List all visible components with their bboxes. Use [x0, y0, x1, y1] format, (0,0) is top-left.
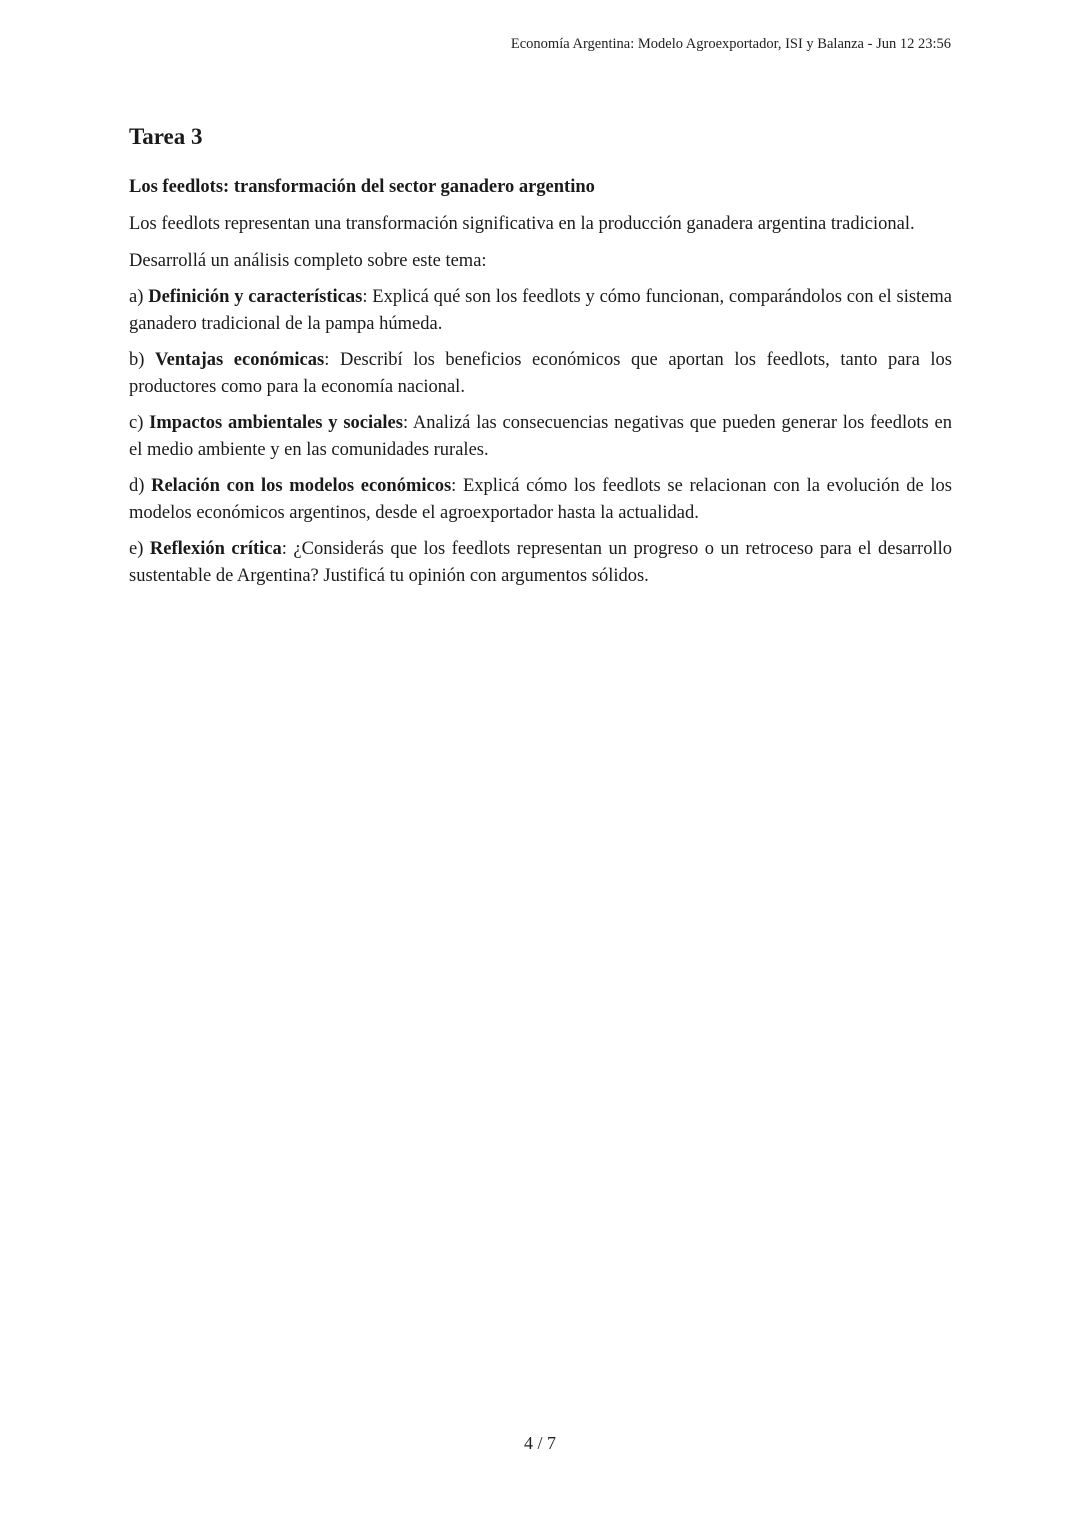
item-text: : Analizá las consecuencias negativas que pueden generar los feedlots en el medio ambiente y en las comunidades rurales. [129, 413, 952, 460]
running-header: Economía Argentina: Modelo Agroexportador, ISI y Balanza - Jun 12 23:56 [510, 36, 951, 52]
item-text: : Explicá cómo los feedlots se relacionan con la evolución de los modelos económicos argentinos, desde el agroexportador hasta la actualidad. [129, 476, 952, 523]
item-letter: e) [129, 539, 150, 559]
question-item-d [129, 473, 952, 526]
item-heading: Reflexión crítica [149, 539, 282, 559]
item-letter: d) [129, 476, 152, 496]
question-item-c [129, 410, 952, 463]
question-item-a [129, 284, 952, 337]
item-heading: Relación con los modelos económicos [151, 476, 452, 496]
item-heading: Impactos ambientales y sociales [149, 413, 403, 433]
question-item-b [129, 347, 952, 400]
item-letter: c) [129, 413, 150, 433]
item-heading: Ventajas económicas [155, 350, 325, 370]
item-text: : ¿Considerás que los feedlots representan un progreso o un retroceso para el desarrollo sustentable de Argentina? Justificá tu opinión con argumentos sólidos. [129, 539, 952, 586]
item-letter: a) [129, 287, 149, 307]
instruction-paragraph: Desarrollá un análisis completo sobre este tema: [129, 250, 487, 271]
item-text: : Describí los beneficios económicos que aportan los feedlots, tanto para los productores como para la economía nacional. [129, 350, 952, 397]
intro-paragraph: Los feedlots representan una transformación significativa en la producción ganadera argentina tradicional. [129, 214, 915, 234]
page-number: 4 / 7 [523, 1433, 556, 1453]
item-text: : Explicá qué son los feedlots y cómo funcionan, comparándolos con el sistema ganadero tradicional de la pampa húmeda. [129, 287, 952, 334]
question-item-e [129, 536, 952, 589]
item-heading: Definición y características [148, 287, 363, 307]
task-title: Tarea 3 [129, 124, 203, 149]
item-letter: b) [129, 350, 156, 370]
section-title: Los feedlots: transformación del sector ganadero argentino [129, 177, 595, 197]
page-content [129, 120, 952, 599]
